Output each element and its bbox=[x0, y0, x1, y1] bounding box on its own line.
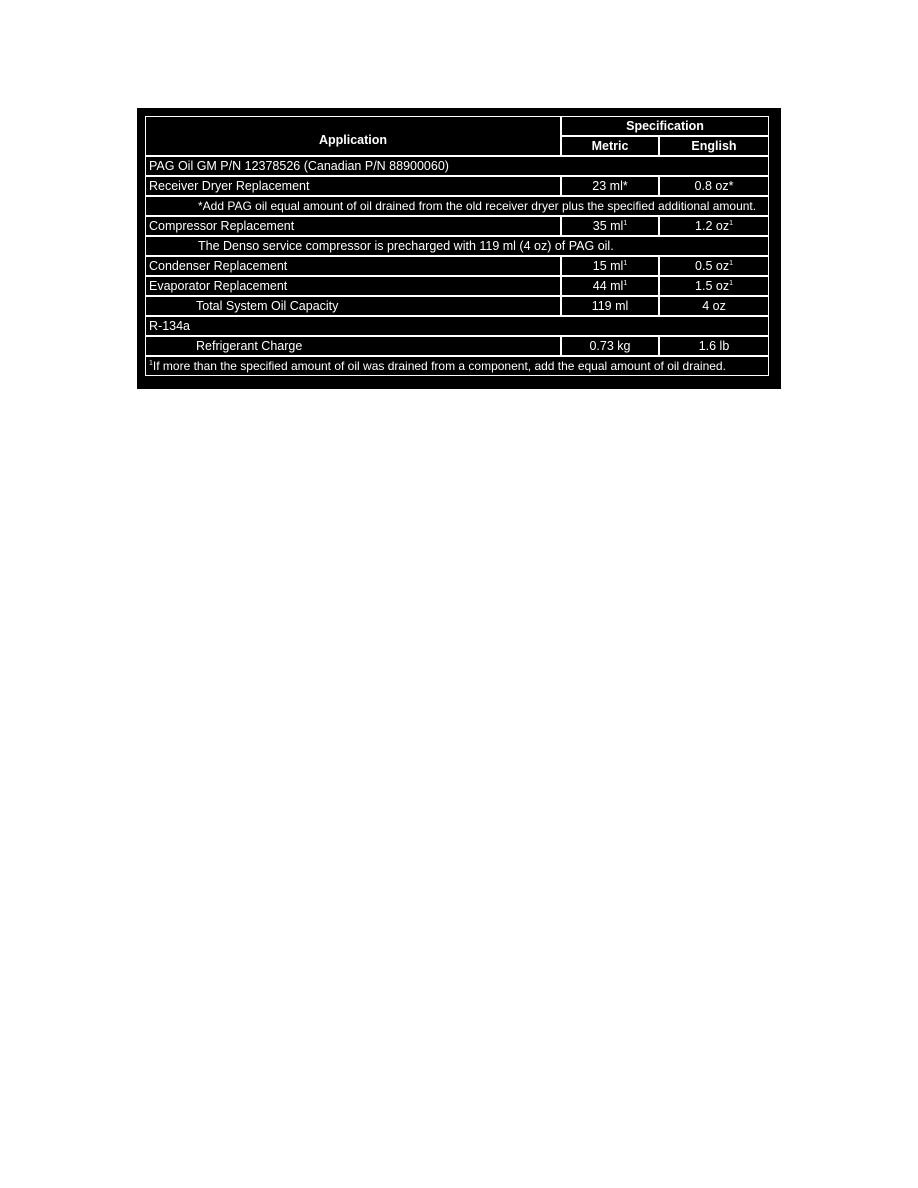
evaporator-label: Evaporator Replacement bbox=[145, 276, 561, 296]
table-row bbox=[145, 176, 769, 196]
footnote-marker: 1 bbox=[729, 259, 733, 267]
total-oil-label: Total System Oil Capacity bbox=[145, 296, 561, 316]
footnote-marker: 1 bbox=[623, 279, 628, 287]
footnote-text: If more than the specified amount of oil was drained from a component, add the equal amount of oil drained. bbox=[152, 359, 726, 373]
table-row bbox=[145, 276, 769, 296]
english-header: English bbox=[659, 136, 769, 156]
condenser-english: 0.5 oz bbox=[695, 258, 730, 273]
table-row bbox=[145, 216, 769, 236]
receiver-dryer-note: *Add PAG oil equal amount of oil drained from the old receiver dryer plus the specified additional amount. bbox=[145, 196, 769, 216]
table-row bbox=[145, 256, 769, 276]
table-header-row bbox=[145, 116, 769, 136]
table-row bbox=[145, 296, 769, 316]
spec-table-panel bbox=[137, 108, 781, 389]
compressor-metric: 35 ml bbox=[592, 218, 624, 233]
footnote-marker: 1 bbox=[149, 360, 153, 367]
receiver-dryer-metric: 23 ml* bbox=[561, 176, 659, 196]
application-header: Application bbox=[145, 116, 561, 156]
compressor-english-cell bbox=[659, 216, 769, 236]
refrigerant-spec-table bbox=[145, 116, 769, 376]
evaporator-english-cell bbox=[659, 276, 769, 296]
specification-header: Specification bbox=[561, 116, 769, 136]
footnote-marker: 1 bbox=[623, 219, 628, 227]
footnote-marker: 1 bbox=[729, 279, 733, 287]
receiver-dryer-english: 0.8 oz* bbox=[659, 176, 769, 196]
evaporator-metric: 44 ml bbox=[592, 278, 624, 293]
pag-oil-label: PAG Oil GM P/N 12378526 (Canadian P/N 88900060) bbox=[145, 156, 769, 176]
metric-header: Metric bbox=[561, 136, 659, 156]
evaporator-metric-cell bbox=[561, 276, 659, 296]
refrigerant-charge-label: Refrigerant Charge bbox=[145, 336, 561, 356]
compressor-note: The Denso service compressor is precharged with 119 ml (4 oz) of PAG oil. bbox=[145, 236, 769, 256]
condenser-english-cell bbox=[659, 256, 769, 276]
footnote-cell bbox=[145, 356, 769, 376]
evaporator-english: 1.5 oz bbox=[695, 278, 730, 293]
footnote-marker: 1 bbox=[729, 219, 733, 227]
condenser-metric: 15 ml bbox=[592, 258, 624, 273]
table-row bbox=[145, 316, 769, 336]
receiver-dryer-label: Receiver Dryer Replacement bbox=[145, 176, 561, 196]
table-row bbox=[145, 156, 769, 176]
refrigerant-charge-metric: 0.73 kg bbox=[561, 336, 659, 356]
condenser-metric-cell bbox=[561, 256, 659, 276]
refrigerant-type-label: R-134a bbox=[145, 316, 769, 336]
table-row bbox=[145, 336, 769, 356]
total-oil-metric: 119 ml bbox=[561, 296, 659, 316]
footnote-marker: 1 bbox=[623, 259, 628, 267]
table-row bbox=[145, 356, 769, 376]
compressor-english: 1.2 oz bbox=[695, 218, 730, 233]
condenser-label: Condenser Replacement bbox=[145, 256, 561, 276]
table-row bbox=[145, 236, 769, 256]
compressor-label: Compressor Replacement bbox=[145, 216, 561, 236]
table-row bbox=[145, 196, 769, 216]
compressor-metric-cell bbox=[561, 216, 659, 236]
total-oil-english: 4 oz bbox=[659, 296, 769, 316]
refrigerant-charge-english: 1.6 lb bbox=[659, 336, 769, 356]
